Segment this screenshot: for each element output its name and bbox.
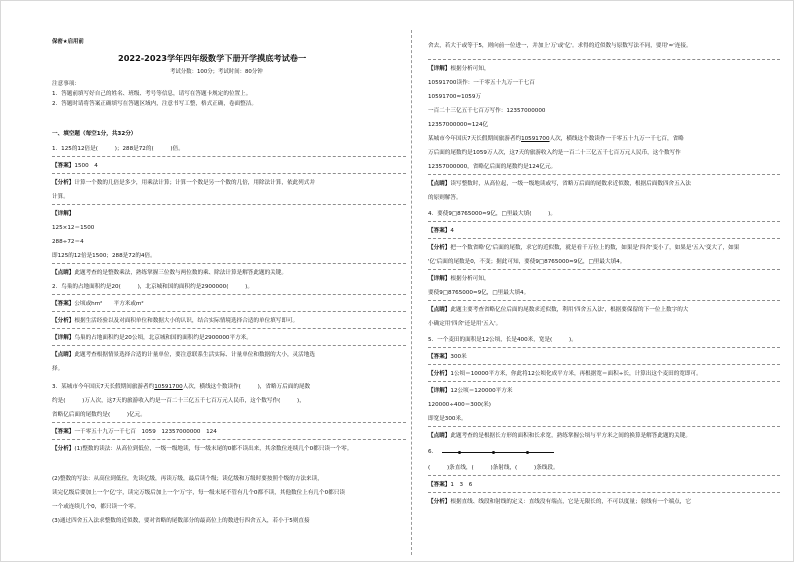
column-divider <box>411 30 412 555</box>
q3-detail-line: 万后面的尾数约是1059万人次，这7天的旅游收入约是一百二十三亿五千七百万元人民币，这个数写作 <box>428 150 681 156</box>
note-tag: 【点睛】 <box>52 270 75 276</box>
q5-analysis <box>428 370 702 378</box>
q4-analysis-line: '亿'后面的尾数是0，不变；据此可知，要使9□8765000≈9亿，□里最大填4。 <box>428 259 626 265</box>
q2-note <box>52 351 315 359</box>
q4-detail-line: 要使9□8765000≈9亿，□里最大填4。 <box>428 290 530 296</box>
question-2: 2．鸟巢的占地面积约是20( )，北京城和国的面积约是2900000( )。 <box>52 284 253 290</box>
separator <box>428 300 780 301</box>
analysis-text: 把一个数省略'亿'后面的尾数，求它的近似数，就是看千万位上的数，如果是'四舍'变小了，如果是'五入'变大了，如果 <box>450 245 740 251</box>
q3-detail-line: 某城市今年国庆7天长假期间旅游者约10591700人次，横线这个数读作一千零五十九万一千七百，省略 <box>428 136 684 142</box>
separator <box>428 174 780 175</box>
detail-text: 根据分析可知， <box>450 276 490 282</box>
analysis-text: 计算一个数的几倍是多少，用乘法计算；计算一个数是另一个数的几倍，用除法计算，依此列式并 <box>74 180 315 186</box>
point-dot <box>526 451 529 454</box>
q1-detail-line: 125×12＝1500 <box>52 225 95 231</box>
analysis-tag: 【分析】 <box>52 446 75 452</box>
detail-text: 鸟巢的占地面积约是20公顷，北京城和国的面积约是2900000平方米。 <box>74 335 252 341</box>
note-tag: 【点睛】 <box>428 307 451 313</box>
q3-detail <box>428 65 490 73</box>
q3-analysis-line: 读完亿级后要加上一个'亿'字，读完万级后加上一个'万'字，每一级末尾不管有几个0都不读，其他数位上有几个0都只读 <box>52 490 345 496</box>
q1-analysis-line: 计算。 <box>52 194 69 200</box>
notice-item: 2．答题时请将答案正确填写在答题区域内，注意书写工整，格式正确，卷面整洁。 <box>52 101 257 107</box>
separator <box>428 221 780 222</box>
detail-tag: 【详解】 <box>52 335 75 341</box>
analysis-tag: 【分析】 <box>428 371 451 377</box>
separator <box>428 475 780 476</box>
right-column <box>414 0 794 562</box>
q2-analysis <box>52 317 298 325</box>
question-5: 5．一个麦田的面积是12公顷，长是400米，宽是( )。 <box>428 337 577 343</box>
answer-tag: 【答案】 <box>52 429 75 435</box>
answer-text: 4 <box>450 228 454 234</box>
q3-detail-line: 12357000000，省略亿后面的尾数约是124亿元。 <box>428 164 557 170</box>
point-dot <box>492 451 495 454</box>
separator <box>52 345 406 346</box>
underlined-number: 10591700 <box>154 384 183 390</box>
answer-text: 1 3 6 <box>450 482 473 488</box>
question-3-line: 省略亿后面的尾数约是( )亿元。 <box>52 412 146 418</box>
q2-detail <box>52 334 252 342</box>
analysis-tag: 【分析】 <box>428 245 451 251</box>
detail-tag: 【详解】 <box>52 211 75 217</box>
q3-note-line: 的原则解答。 <box>428 195 462 201</box>
separator <box>52 328 406 329</box>
question-6-blanks: ( )条直线，( )条射线，( )条线段。 <box>428 465 559 471</box>
separator <box>428 364 780 365</box>
separator <box>52 311 406 312</box>
answer-text: 一千零五十九万一千七百 1059 12357000000 124 <box>74 429 217 435</box>
note-text: 此题考查的是根据长方形的面积和长求宽，熟练掌握公顷与平方米之间的换算是解答此题的关键。 <box>450 433 691 439</box>
q1-detail <box>52 210 74 218</box>
exam-meta: 考试分数：100分；考试时间：80分钟 <box>170 69 263 75</box>
separator <box>52 439 406 440</box>
separator <box>52 294 406 295</box>
separator <box>428 238 780 239</box>
question-3-line: 约是( )万人次，这7天的旅游收入约是一百二十三亿五千七百万元人民币，这个数写作( )， <box>52 398 305 404</box>
page-title: 2022-2023学年四年级数学下册开学摸底考试卷一 <box>118 53 307 63</box>
answer-text: 公顷或hm² 平方米或m² <box>74 301 144 307</box>
separator <box>428 347 780 348</box>
analysis-text: 1公顷＝10000平方米，你此将12公顷化成平方米，再根据宽＝面积÷长，计算出这个麦田的宽即可。 <box>450 371 702 377</box>
q2-note-line: 择。 <box>52 366 64 372</box>
secret-label: 保密★启用前 <box>52 39 84 45</box>
q6-answer <box>428 481 472 489</box>
note-text: 此题考查根据情景选择合适的计量单位，要注意联系生活实际、计量单位和数据的大小，灵活地选 <box>74 352 315 358</box>
q3-analysis-line: (2)整数的写法：从高位到低位，先读亿级，再读万级，最后读个级；读亿级和万级时要按照个级的方法来读， <box>52 476 323 482</box>
q1-answer <box>52 162 98 170</box>
q3-answer <box>52 428 217 436</box>
q3-note <box>428 180 691 188</box>
answer-tag: 【答案】 <box>428 228 451 234</box>
answer-text: 300米 <box>450 354 467 360</box>
analysis-text: 根据生活经验以及对面积单位和数据大小的认识，结合实际情境选择合适的单位填写即可。 <box>74 318 299 324</box>
q5-note <box>428 432 691 440</box>
note-tag: 【点睛】 <box>428 181 451 187</box>
q3-detail-line: 12357000000≈124亿 <box>428 122 489 128</box>
q1-detail-line: 即125的12倍是1500；288是72的4倍。 <box>52 253 156 259</box>
analysis-tag: 【分析】 <box>52 318 75 324</box>
q1-note <box>52 269 287 277</box>
q1-analysis <box>52 179 315 187</box>
detail-tag: 【详解】 <box>428 66 451 72</box>
question-4: 4．要使9□8765000≈9亿，□里最大填( )。 <box>428 211 556 217</box>
q3-analysis <box>52 445 352 453</box>
answer-tag: 【答案】 <box>428 354 451 360</box>
answer-tag: 【答案】 <box>52 301 75 307</box>
answer-tag: 【答案】 <box>52 163 75 169</box>
detail-tag: 【详解】 <box>428 276 451 282</box>
q4-analysis <box>428 244 739 252</box>
separator <box>52 156 406 157</box>
analysis-tag: 【分析】 <box>428 499 451 505</box>
analysis-text: (1)整数的读法：从高位到低位，一级一级地读，每一级末尾的0都不读出来，其余数位连续几个0都只读一个零。 <box>74 446 353 452</box>
detail-tag: 【详解】 <box>428 388 451 394</box>
q1-detail-line: 288÷72＝4 <box>52 239 84 245</box>
q4-note-line: 小确定用'四舍'还是用'五入'。 <box>428 321 502 327</box>
separator <box>428 381 780 382</box>
note-tag: 【点睛】 <box>52 352 75 358</box>
question-6: 6． <box>428 449 438 455</box>
separator <box>52 204 406 205</box>
q3-detail-line: 10591700读作：一千零五十九万一千七百 <box>428 80 535 86</box>
detail-text: 根据分析可知， <box>450 66 490 72</box>
separator <box>428 59 780 60</box>
notice-item: 1．答题前填写好自己的姓名、班级、考号等信息，请写在答题卡规定的位置上。 <box>52 91 252 97</box>
question-1: 1．125的12倍是( )；288是72的( )倍。 <box>52 146 184 152</box>
point-dot <box>458 451 461 454</box>
answer-tag: 【答案】 <box>428 482 451 488</box>
q2-answer <box>52 300 144 308</box>
underlined-number: 10591700 <box>521 136 550 142</box>
q3-analysis-cont: 舍去，若大于或等于5，则向前一位进一，并加上'万'或'亿'。求得的近似数与原数写法不同，要用'≈'连接。 <box>428 43 692 49</box>
q4-note <box>428 306 688 314</box>
note-text: 此题考查的是整数乘法，熟练掌握三位数与两位数的乘、除法计算是解答此题的关键。 <box>74 270 287 276</box>
answer-text: 1500 4 <box>74 163 98 169</box>
q5-detail-line: 120000÷400＝300(米) <box>428 402 491 408</box>
q4-detail <box>428 275 490 283</box>
analysis-tag: 【分析】 <box>52 180 75 186</box>
q4-answer <box>428 227 454 235</box>
q3-detail-line: 一百二十三亿五千七百万写作：12357000000 <box>428 108 546 114</box>
separator <box>52 422 406 423</box>
separator <box>428 492 780 493</box>
question-3: 3．某城市今年国庆7天长假期间旅游者约10591700人次，横线这个数读作( )，省略万后面的尾数 <box>52 384 311 390</box>
q5-detail-line: 即宽是300米。 <box>428 416 467 422</box>
q5-answer <box>428 353 467 361</box>
note-text: 读写整数时，从高位起，一级一级地读或写，省略万后面的尾数求近似数，根据后面数四舍五入法 <box>450 181 691 187</box>
q3-detail-line: 10591700≈1059万 <box>428 94 481 100</box>
q3-analysis-line: 一个或连续几个0，都只读一个零。 <box>52 504 140 510</box>
detail-text: 12公顷＝120000平方米 <box>450 388 513 394</box>
section-heading: 一、填空题（每空1分，共32分） <box>52 131 137 137</box>
separator <box>428 269 780 270</box>
q6-analysis <box>428 498 691 506</box>
notice-heading: 注意事项： <box>52 81 80 87</box>
separator <box>52 173 406 174</box>
q5-detail <box>428 387 512 395</box>
q3-analysis-line: (3)通过四舍五入法求整数的近似数，要对省略的尾数部分的最高位上的数进行四舍五入，若小于5则直接 <box>52 518 310 524</box>
note-text: 此题主要考查省略亿位后面的尾数求近似数，利用'四舍五入法'，根据要保留的下一位上数字的大 <box>450 307 689 313</box>
separator <box>52 263 406 264</box>
analysis-text: 根据直线、线段和射线的定义：直线没有端点，它是无限长的，不可以度量；射线有一个端点，它 <box>450 499 691 505</box>
separator <box>428 426 780 427</box>
note-tag: 【点睛】 <box>428 433 451 439</box>
